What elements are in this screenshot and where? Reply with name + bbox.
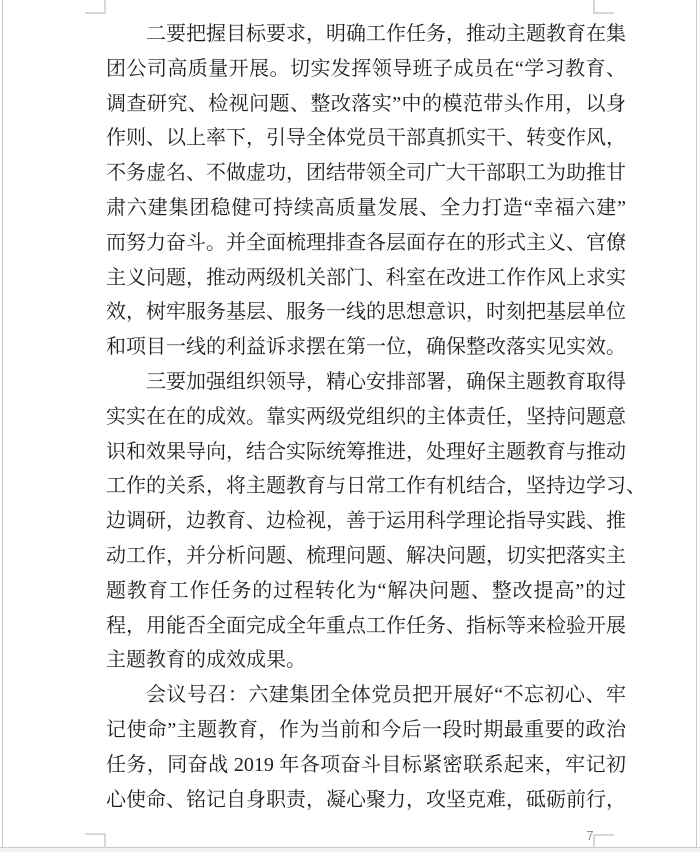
text-line: 和项目一线的利益诉求摆在第一位，确保整改落实见实效。 [106,336,626,359]
text-line: 心使命、铭记自身职责，凝心聚力，攻坚克难，砥砺前行， [106,788,626,811]
text-line: 二要把握目标要求，明确工作任务，推动主题教育在集 [146,23,626,45]
text-line: 不务虚名、不做虚功，团结带领全司广大干部职工为助推甘 [106,162,626,185]
crop-mark-bottom-left-horizontal [85,833,106,835]
paragraph [106,17,626,365]
document-body-text [106,17,646,817]
text-line: 记使命”主题教育，作为当前和今后一段时期最重要的政治 [106,718,626,741]
text-line: 动工作，并分析问题、梳理问题、解决问题，切实把落实主 [106,544,626,567]
paragraph [106,678,626,817]
text-line: 会议号召：六建集团全体党员把开展好“不忘初心、牢 [146,684,626,707]
crop-mark-top-right-horizontal [593,12,614,14]
text-line: 实实在在的成效。靠实两级党组织的主体责任，坚持问题意 [106,405,626,428]
text-line: 程，用能否全面完成全年重点工作任务、指标等来检验开展 [106,614,626,637]
text-line: 团公司高质量开展。切实发挥领导班子成员在“学习教育、 [106,57,626,80]
page-border-left [2,0,3,852]
page-border-right [696,0,697,852]
text-line: 肃六建集团稳健可持续高质量发展、全力打造“幸福六建” [106,196,626,219]
text-line: 而努力奋斗。并全面梳理排查各层面存在的形式主义、官僚 [106,231,626,254]
text-line: 调查研究、检视问题、整改落实”中的模范带头作用，以身 [106,92,626,115]
text-line: 三要加强组织领导，精心安排部署，确保主题教育取得 [146,370,626,393]
text-line: 主题教育的成效成果。 [106,649,306,672]
text-line: 边调研，边教育、边检视，善于运用科学理论指导实践、推 [106,510,626,533]
text-line: 主义问题，推动两级机关部门、科室在改进工作作风上求实 [106,266,626,289]
text-line: 任务，同奋战 2019 年各项奋斗目标紧密联系起来，牢记初 [106,753,626,776]
crop-mark-top-left-horizontal [85,12,106,14]
text-line: 工作的关系，将主题教育与日常工作有机结合，坚持边学习、 [106,475,646,498]
text-line: 题教育工作任务的过程转化为“解决问题、整改提高”的过 [106,579,626,602]
text-line: 识和效果导向，结合实际统筹推进，处理好主题教育与推动 [106,440,626,463]
text-line: 作则、以上率下，引导全体党员干部真抓实干、转变作风， [106,127,626,150]
page-number: 7 [586,828,594,843]
crop-mark-bottom-left-vertical [104,833,106,848]
paragraph [106,365,646,678]
text-line: 效，树牢服务基层、服务一线的思想意识，时刻把基层单位 [106,301,626,324]
page-gap [0,848,700,852]
